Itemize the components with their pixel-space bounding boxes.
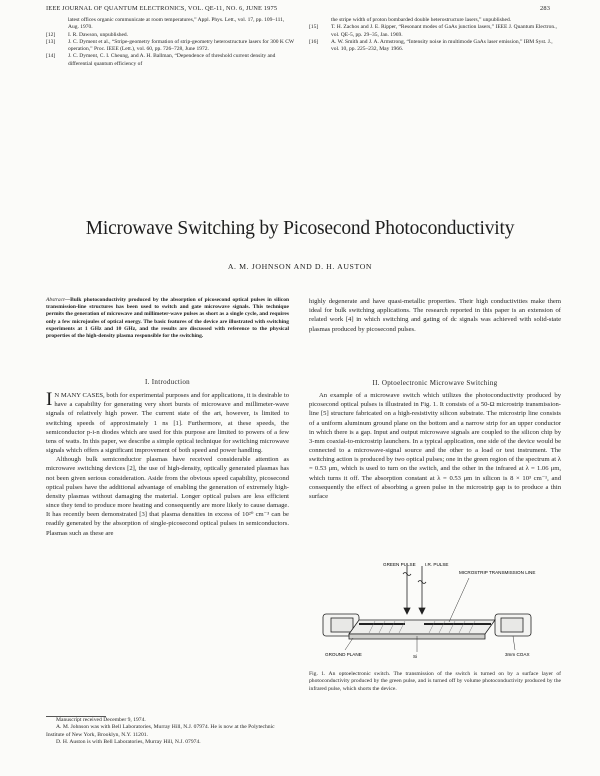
label-microstrip: MICROSTRIP TRANSMISSION LINE — [459, 570, 536, 575]
drop-cap: I — [46, 389, 53, 410]
reference-item: [16] A. W. Smith and J. A. Armstrong, “Intensity noise in multimode GaAs laser emission,” IBM Syst. J., vol. 10, pp. 225–232, May 1966. — [309, 38, 553, 53]
top-references-right — [309, 17, 561, 53]
label-ground-plane: GROUND PLANE — [325, 652, 362, 657]
reference-item: [13] J. C. Dyment et al., “Stripe-geometry formation of strip-geometry heterostructure lasers for 300 K CW operation,” Proc. IEEE (Lett.), vol. 60, pp. 726–728, June 1972. — [46, 38, 294, 53]
right-coax-inner — [501, 618, 523, 632]
green-pulse-arrowhead — [404, 608, 410, 614]
running-header: IEEE JOURNAL OF QUANTUM ELECTRONICS, VOL. QE-11, NO. 6, JUNE 1975 — [46, 5, 278, 12]
paragraph: highly degenerate and have quasi-metallic properties. Their high conductivities make them ideal for bulk switching applications. The research reported in this paper is an extension of related work [4] in which switching and gating of dc signals was achieved with solid-state plasmas produced by picosecond pulses. — [309, 298, 561, 333]
figure-1-caption: Fig. 1. An optoelectronic switch. The transmission of the switch is turned on by a surface layer of photoconductivity produced by the green pulse, and is turned off by volume photoconductivity produced by the infrared pulse, which shorts the device. — [309, 671, 561, 692]
paragraph: Although bulk semiconductor plasmas have received considerable attention as microwave switching devices [2], the use of high-density, optically generated plasmas has not been given serious consideration. Aside from the obvious speed capability, picosecond optical pulses have the additional advantage of enabling the generation of extremely high-density plasmas without damaging the material. Longer optical pulses are less efficient since they tend to produce more heating and consequently are more likely to cause damage. It has recently been demonstrated [3] that plasma densities in excess of 10²⁰ cm⁻³ can be readily generated by the absorption of single-picosecond optical pulses in semiconductors. Plasmas such as these are — [46, 456, 289, 537]
section-heading-optoelectronic: II. Optoelectronic Microwave Switching — [372, 379, 498, 387]
section2-body — [309, 391, 561, 501]
reference-item: [14] J. C. Dyment, C. I. Cheung, and A. H. Ballman, “Dependence of threshold current density and differential quantum efficiency of — [46, 53, 276, 67]
reference-item: [15] T. H. Zachos and J. E. Ripper, “Resonant modes of GaAs junction lasers,” IEEE J. Quantum Electron., vol. QE-5, pp. 29–35, Jan. 1969. — [309, 24, 557, 38]
right-column-intro — [309, 297, 561, 334]
section-heading-introduction: I. Introduction — [145, 378, 190, 386]
reference-item: the stripe width of proton bombarded double heterostructure lasers,” unpublished. — [331, 17, 512, 23]
introduction-body — [46, 391, 289, 538]
label-ir-pulse: I.R. PULSE — [425, 562, 449, 567]
footnotes — [46, 717, 289, 747]
abstract-text: —Bulk photoconductivity produced by the absorption of picosecond optical pulses in silicon transmission-line structures has been used to switch and gate microwave signals. This technique permits the generation of microwave and millimeter-wave pulses as short as a single cycle, and requires only a few microjoules of optical energy. The basic features of the device are illustrated with switching experiments at 1 GHz and 10 GHz, and the results are discussed with reference to the physical properties of the high-density plasma responsible for the switching. — [46, 297, 289, 340]
paragraph: I N MANY CASES, both for experimental purposes and for applications, it is desirable to have a capability for generating very short bursts of microwave and millimeter-wave signals of relatively high power. The current state of the art, however, is limited to switching speeds of approximately 1 ns [1]. Furthermore, at these speeds, the semiconductor p-i-n diodes which are used for this purpose are limited to powers of a few tens of watts. In this paper, we describe a simple optical technique for switching microwave signals which offers a significant improvement of both speed and power handling. — [46, 389, 289, 455]
abstract — [46, 297, 289, 340]
silicon-substrate — [349, 620, 495, 634]
footnote: D. H. Auston is with Bell Laboratories, Murray Hill, N.J. 07974. — [56, 739, 201, 746]
reference-item: [12] I. R. Dawson, unpublished. — [46, 31, 129, 38]
abstract-label: Abstract — [46, 297, 65, 303]
paragraph: An example of a microwave switch which utilizes the photoconductivity produced by picosecond optical pulses is illustrated in Fig. 1. It consists of a 50-Ω microstrip transmission-line [5] structure fabricated on a high-resistivity silicon substrate. The microstrip line consists of a uniform aluminum ground plane on the bottom and a narrow strip for an upper conductor in which there is a gap. Input and output microwave signals are coupled to the silicon chip by 3-mm coaxial-to-microstrip launchers. In a typical application, one side of the device would be connected to a microwave-signal source and the other to a load or test instrument. The switching action is produced by two optical pulses; one in the green region of the spectrum at λ = 0.53 μm, which is used to turn on the switch, and the other in the infrared at λ = 1.06 μm, which turns it off. The absorption constant at λ = 0.53 μm in silicon is 8 × 10³ cm⁻¹, and consequently the effect of absorbing a green pulse in the microstrip gap is to produce a thin surface — [309, 392, 561, 500]
top-references-left — [46, 17, 296, 68]
label-silicon: Si — [413, 654, 418, 659]
ir-pulse-arrowhead — [419, 608, 425, 614]
paper-authors: A. M. JOHNSON AND D. H. AUSTON — [227, 262, 373, 271]
footnote: A. M. Johnson was with Bell Laboratories, Murray Hill, N.J. 07974. He is now at the Polytechnic Institute of New York, Brooklyn, N.Y. 11201. — [46, 724, 275, 738]
label-green-pulse: GREEN PULSE — [383, 562, 416, 567]
left-coax-inner — [331, 618, 353, 632]
label-coax: 3mm COAX — [505, 652, 530, 657]
page-number: 283 — [540, 5, 551, 12]
footnote: Manuscript received December 9, 1974. — [56, 717, 146, 723]
reference-item: latest offices organic communicate at room temperatures,” Appl. Phys. Lett., vol. 17, pp. 109–111, Aug. 1970. — [68, 17, 285, 31]
figure-1-diagram — [309, 560, 561, 668]
paper-title: Microwave Switching by Picosecond Photoconductivity — [85, 218, 515, 239]
